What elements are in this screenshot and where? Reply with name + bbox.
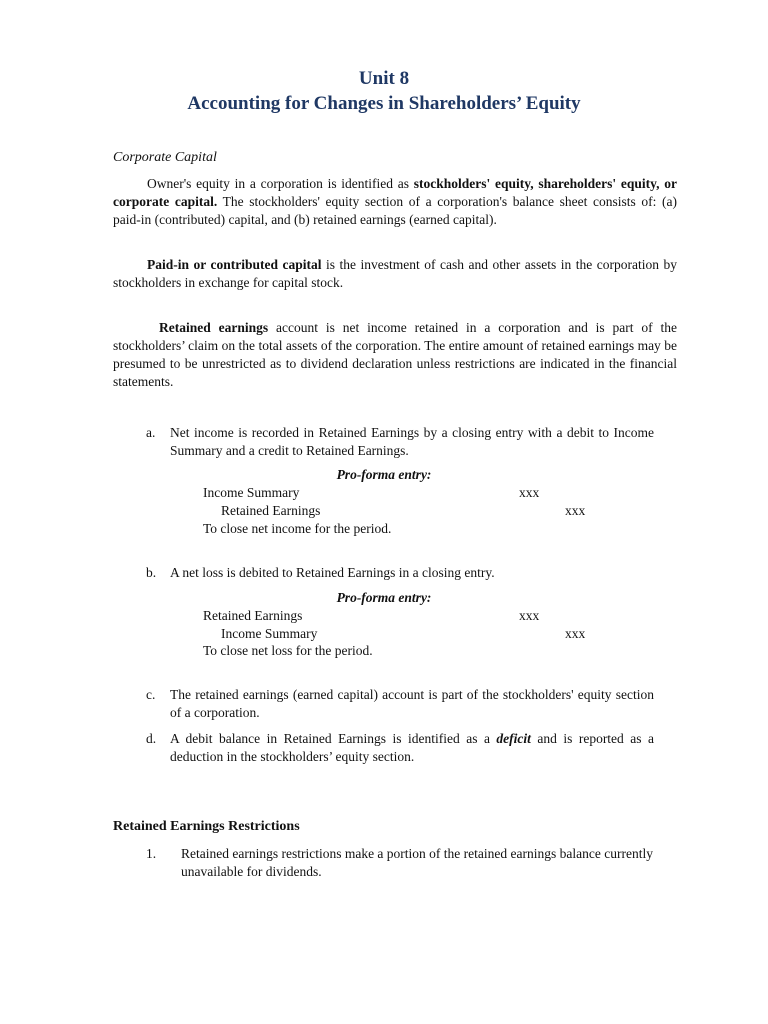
- journal-memo: To close net loss for the period.: [203, 643, 373, 658]
- section-heading-restrictions: Retained Earnings Restrictions: [113, 819, 300, 834]
- list-item-text: [170, 730, 654, 766]
- list-item-text-part: and is reported as a deduction in the stockholders’ equity section.: [170, 731, 654, 764]
- bold-term: stockholders' equity, shareholders' equity, or corporate capital.: [113, 176, 677, 209]
- paragraph-owners-equity: [113, 175, 677, 229]
- journal-credit-amount: xxx: [565, 503, 586, 518]
- paragraph-text: Owner's equity in a corporation is identified as: [147, 176, 414, 191]
- list-item-text-part: A debit balance in Retained Earnings is identified as a: [170, 731, 497, 746]
- proforma-label-b: Pro-forma entry:: [336, 590, 432, 605]
- proforma-label-a: Pro-forma entry:: [336, 467, 432, 482]
- bold-term: Paid-in or contributed capital: [147, 257, 322, 272]
- list-item-text: Retained earnings restrictions make a portion of the retained earnings balance currently unavailable for dividends.: [181, 846, 653, 879]
- list-marker: b.: [146, 565, 157, 580]
- paragraph-text: is the investment of cash and other assets in the corporation by stockholders in exchange for capital stock.: [113, 257, 677, 290]
- page-title: Accounting for Changes in Shareholders’ Equity: [187, 93, 581, 114]
- journal-credit-amount: xxx: [565, 626, 586, 641]
- unit-number: Unit 8: [358, 68, 410, 89]
- list-marker: c.: [146, 687, 156, 702]
- journal-memo: To close net income for the period.: [203, 521, 392, 536]
- journal-debit-amount: xxx: [519, 485, 540, 500]
- section-heading-corporate-capital: Corporate Capital: [113, 150, 217, 165]
- list-item-text: A net loss is debited to Retained Earnings in a closing entry.: [170, 565, 495, 580]
- bold-term: Retained earnings: [159, 320, 269, 335]
- list-marker: a.: [146, 425, 156, 440]
- list-marker: d.: [146, 731, 157, 746]
- journal-debit-account: Income Summary: [203, 485, 300, 500]
- list-item-text: The retained earnings (earned capital) account is part of the stockholders' equity section of a corporation.: [170, 687, 654, 720]
- paragraph-text: account is net income retained in a corporation and is part of the stockholders’ claim on the total assets of the corporation. The entire amount of retained earnings may be presumed to be unrestricted as to dividend declaration unless restrictions are indicated in the financial statements.: [113, 320, 678, 389]
- list-marker: 1.: [146, 846, 157, 861]
- paragraph-retained-earnings: [113, 319, 677, 391]
- paragraph-text: The stockholders' equity section of a corporation's balance sheet consists of: (a) paid-in (contributed) capital, and (b) retained earnings (earned capital).: [113, 194, 678, 227]
- journal-credit-account: Income Summary: [221, 626, 318, 641]
- journal-debit-account: Retained Earnings: [203, 608, 303, 623]
- deficit-term: deficit: [496, 731, 531, 746]
- list-item-text: Net income is recorded in Retained Earnings by a closing entry with a debit to Income Summary and a credit to Retained Earnings.: [170, 425, 654, 458]
- journal-credit-account: Retained Earnings: [221, 503, 321, 518]
- paragraph-paid-in-capital: [113, 256, 677, 292]
- journal-debit-amount: xxx: [519, 608, 540, 623]
